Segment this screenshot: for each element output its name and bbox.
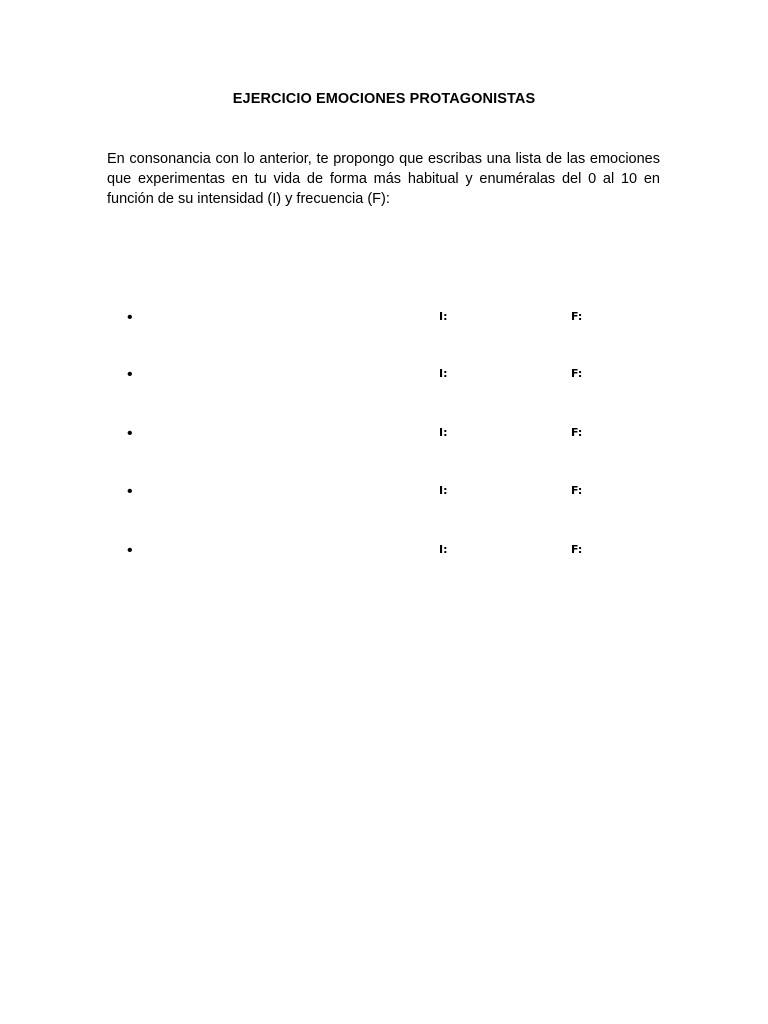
frequency-label: F:	[571, 310, 583, 323]
list-item	[0, 541, 768, 561]
bullet-icon: •	[127, 425, 133, 442]
intensity-label: I:	[439, 310, 448, 323]
bullet-icon: •	[127, 542, 133, 559]
list-item	[0, 308, 768, 328]
bullet-icon: •	[127, 309, 133, 326]
list-item	[0, 424, 768, 444]
list-item	[0, 365, 768, 385]
bullet-icon: •	[127, 366, 133, 383]
frequency-label: F:	[571, 484, 583, 497]
bullet-icon: •	[127, 483, 133, 500]
document-title: EJERCICIO EMOCIONES PROTAGONISTAS	[232, 91, 536, 107]
frequency-label: F:	[571, 426, 583, 439]
intensity-label: I:	[439, 367, 448, 380]
intensity-label: I:	[439, 543, 448, 556]
intensity-label: I:	[439, 426, 448, 439]
frequency-label: F:	[571, 543, 583, 556]
intensity-label: I:	[439, 484, 448, 497]
frequency-label: F:	[571, 367, 583, 380]
intro-paragraph: En consonancia con lo anterior, te propongo que escribas una lista de las emociones que experimentas en tu vida de forma más habitual y enuméralas del 0 al 10 en función de su intensidad (I) y frecuencia (F):	[107, 151, 660, 207]
list-item	[0, 482, 768, 502]
